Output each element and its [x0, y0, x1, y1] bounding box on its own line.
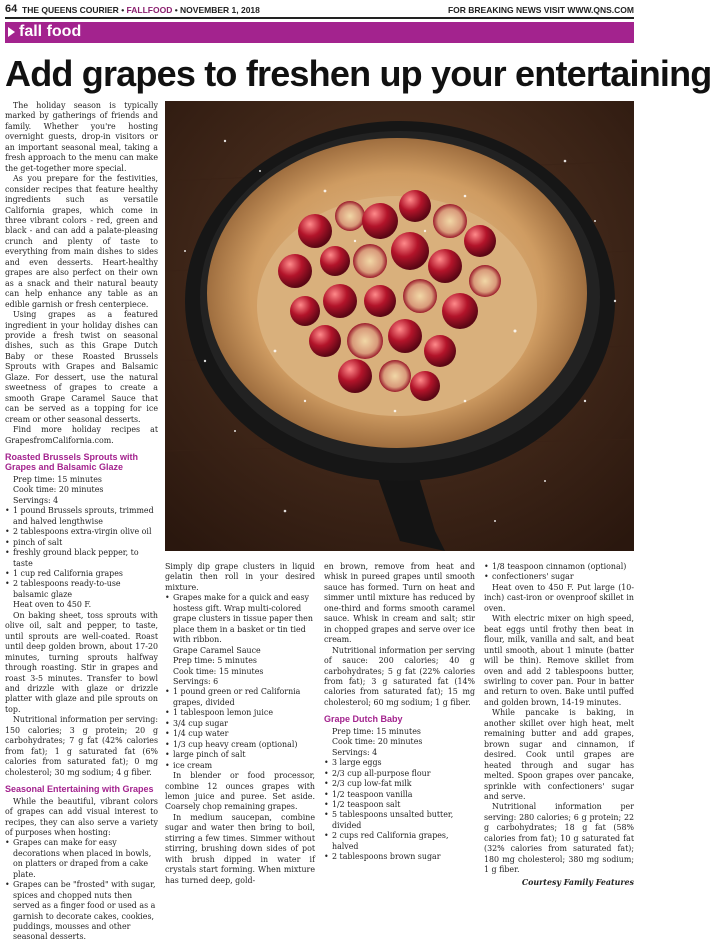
tip-item: • Grapes can make for easy decorations when placed in bowls, on platters or draped from a cake plate.: [5, 838, 158, 880]
recipe-step: On baking sheet, toss sprouts with olive oil, salt and pepper, to taste, until sprouts are well-coated. Roast until deep golden brown, about 17-20 minutes, turning sprouts halfway through roasting. Stir in grapes and roast 3-5 minutes. Transfer to bowl and drizzle with glaze or drizzle platter with glaze and pile sprouts on top.: [5, 610, 158, 714]
recipe-meta: Servings: 6: [173, 676, 219, 686]
ingredient-item: • 2 tablespoons extra-virgin olive oil: [5, 527, 158, 537]
section-intro: While the beautiful, vibrant colors of grapes can add visual interest to recipes, they can also serve a variety of purposes when hosting:: [5, 796, 158, 837]
column-1: [5, 101, 158, 943]
recipe-title-caramel-sauce: Grape Caramel Sauce: [173, 645, 261, 655]
paper-name: THE QUEENS COURIER: [22, 5, 119, 15]
ingredient-item: • 2 tablespoons brown sugar: [324, 852, 475, 862]
recipe-step: While pancake is baking, in another skillet over high heat, melt remaining butter and add grapes, brown sugar and cinnamon, if desired. Cook until grapes are heated through and sugar has melted. Spoon grapes over pancake, sprinkle with confectioners' sugar and serve.: [484, 708, 634, 801]
recipe-meta: Prep time: 15 minutes: [332, 726, 421, 736]
ingredient-item: • pinch of salt: [5, 538, 158, 548]
masthead-left: [22, 5, 260, 15]
recipe-meta: Prep time: 15 minutes: [13, 474, 102, 484]
ingredient-item: • 1 pound Brussels sprouts, trimmed and halved lengthwise: [5, 506, 158, 527]
ingredient-item: • 2/3 cup low-fat milk: [324, 779, 475, 789]
dutch-baby-skillet-icon: [165, 101, 634, 551]
recipe-title-dutch-baby: Grape Dutch Baby: [324, 714, 403, 725]
headline: Add grapes to freshen up your entertaining: [5, 53, 711, 94]
dutch-baby-photo: [165, 101, 634, 551]
recipe-step: In medium saucepan, combine sugar and water then bring to boil, stirring a few times. Simmer without stirring, brushing down sides of pot with brush dipped in water if crystals start forming. When mixture has turned deep, gold-: [165, 812, 315, 885]
ingredient-list: [484, 562, 634, 583]
tips-list: [5, 838, 158, 943]
recipe-meta: Cook time: 15 minutes: [173, 666, 264, 676]
recipe-meta: Prep time: 5 minutes: [173, 656, 257, 666]
photo-credit: Courtesy Family Features: [521, 877, 634, 887]
ingredient-item: • 5 tablespoons unsalted butter, divided: [324, 810, 475, 831]
recipe-heat: Heat oven to 450 F.: [13, 600, 92, 610]
tips-list: [165, 593, 315, 645]
ingredient-list: [324, 758, 475, 863]
ingredient-item: • freshly ground black pepper, to taste: [5, 548, 158, 569]
recipe-step: Heat oven to 450 F. Put large (10-inch) cast-iron or ovenproof skillet in oven.: [484, 582, 634, 613]
ingredient-item: • 2 cups red California grapes, halved: [324, 831, 475, 852]
triangle-icon: [8, 27, 15, 37]
recipe-meta: Cook time: 20 minutes: [332, 737, 423, 747]
ingredient-item: • 1/3 cup heavy cream (optional): [165, 740, 315, 750]
ingredient-item: • 1 cup red California grapes: [5, 569, 158, 579]
tip-item: • Grapes can be "frosted" with sugar, spices and chopped nuts then served as a finger food or used as a garnish to decorate cakes, cookies, puddings, mousses and other seasonal desserts.: [5, 880, 158, 943]
column-3: [324, 562, 475, 863]
ingredient-item: • 1/2 teaspoon vanilla: [324, 790, 475, 800]
ingredient-item: • 3 large eggs: [324, 758, 475, 768]
ingredient-item: • 1/8 teaspoon cinnamon (optional): [484, 562, 634, 572]
ingredient-list: [5, 506, 158, 600]
ingredient-item: • 1/4 cup water: [165, 729, 315, 739]
tip-item: • Grapes make for a quick and easy hostess gift. Wrap multi-colored grape clusters in tissue paper then place them in a basket or tin tied with ribbon.: [165, 593, 315, 645]
ingredient-item: • 2/3 cup all-purpose flour: [324, 769, 475, 779]
page-header: [5, 4, 634, 16]
section-title-entertaining: Seasonal Entertaining with Grapes: [5, 784, 154, 795]
recipe-meta: Cook time: 20 minutes: [13, 485, 104, 495]
ingredient-item: • confectioners' sugar: [484, 572, 634, 582]
column-4: [484, 562, 634, 888]
ingredient-item: • 2 tablespoons ready-to-use balsamic glaze: [5, 579, 158, 600]
recipe-step: With electric mixer on high speed, beat eggs until frothy then beat in flour, milk, vanilla and salt, and beat until smooth, about 1 minute (batter will be thin). Remove skillet from oven and add 2 tablespoons butter, swirling to cover pan. Pour in batter and return to oven. Bake until puffed and golden brown, 14-19 minutes.: [484, 614, 634, 707]
ingredient-item: • 1 tablespoon lemon juice: [165, 708, 315, 718]
recipe-step: en brown, remove from heat and whisk in pureed grapes until smooth sauce has formed. Turn on heat and simmer until mixture has reduced by one-third and forms smooth caramel sauce. Whisk in cream and salt; stir in chopped grapes and serve over ice cream.: [324, 562, 475, 645]
ingredient-item: • 3/4 cup sugar: [165, 719, 315, 729]
ingredient-item: • large pinch of salt: [165, 750, 315, 760]
intro-paragraph: Using grapes as a featured ingredient in your holiday dishes can provide a fresh twist on seasonal dishes, such as this Grape Dutch Baby or these Roasted Brussels Sprouts with Grapes and Balsamic Glaze. For dessert, use the natural sweetness of grapes to create a smooth Grape Caramel Sauce that can be served as a topping for ice cream or other seasonal desserts.: [5, 310, 158, 424]
ingredient-item: • 1/2 teaspoon salt: [324, 800, 475, 810]
intro-paragraph: Find more holiday recipes at GrapesfromCalifornia.com.: [5, 425, 158, 445]
header-rule: [5, 17, 634, 19]
ingredient-item: • 1 pound green or red California grapes, divided: [165, 687, 315, 708]
column-2: [165, 562, 315, 886]
nutrition-info: Nutritional information per serving: 280 calories; 6 g protein; 22 g carbohydrates; 18 g fat (58% calories from fat); 10 g saturated fat (32% calories from saturated fat); 180 mg cholesterol; 380 mg sodium; 1 g fiber.: [484, 802, 634, 875]
ingredient-item: • ice cream: [165, 761, 315, 771]
ingredient-list: [165, 687, 315, 771]
nutrition-info: Nutritional information per serving of sauce: 200 calories; 40 g carbohydrates; 5 g fat (22% calories from fat); 3 g saturated fat (14% calories from saturated fat); 15 mg cholesterol; 60 mg sodium; 1 g fiber.: [324, 645, 475, 707]
section-name: FALLFOOD: [126, 5, 173, 15]
page-number: 64: [5, 3, 18, 15]
recipe-title-brussels-sprouts: Roasted Brussels Sprouts with Grapes and Balsamic Glaze: [5, 451, 139, 473]
recipe-meta: Servings: 4: [332, 747, 378, 757]
intro-paragraph: As you prepare for the festivities, consider recipes that feature healthy ingredients such as versatile California grapes, which come in three vibrant colors - red, green and black - and can add a palate-pleasing crunch and plenty of taste to everything from main dishes to sides and even desserts. Heart-healthy grapes are also perfect on their own as a snack and their natural beauty can help enhance any table as an edible garnish or fresh centerpiece.: [5, 174, 158, 309]
issue-date: • NOVEMBER 1, 2018: [172, 5, 260, 15]
section-banner-label: fall food: [19, 23, 82, 40]
breaking-news-link[interactable]: FOR BREAKING NEWS VISIT WWW.QNS.COM: [447, 5, 634, 15]
recipe-meta: Servings: 4: [13, 495, 59, 505]
intro-paragraph: The holiday season is typically marked by gatherings of friends and family. Whether you're hosting overnight guests, drop-in visitors or an important seasonal meal, taking a fresh approach to the menu can make the get-together more special.: [5, 101, 158, 173]
recipe-step: In blender or food processor, combine 12 ounces grapes with lemon juice and puree. Set aside. Coarsely chop remaining grapes.: [165, 771, 315, 812]
tip-continuation: Simply dip grape clusters in liquid gelatin then roll in your desired mixture.: [165, 562, 315, 592]
section-banner: [5, 22, 634, 43]
header-separator: •: [118, 5, 127, 15]
nutrition-info: Nutritional information per serving: 150 calories; 3 g protein; 20 g carbohydrates; 7 g fat (42% calories from fat); 1 g saturated fat (6% calories from saturated fat); 0 mg cholesterol; 30 mg sodium; 4 g fiber.: [5, 715, 158, 777]
